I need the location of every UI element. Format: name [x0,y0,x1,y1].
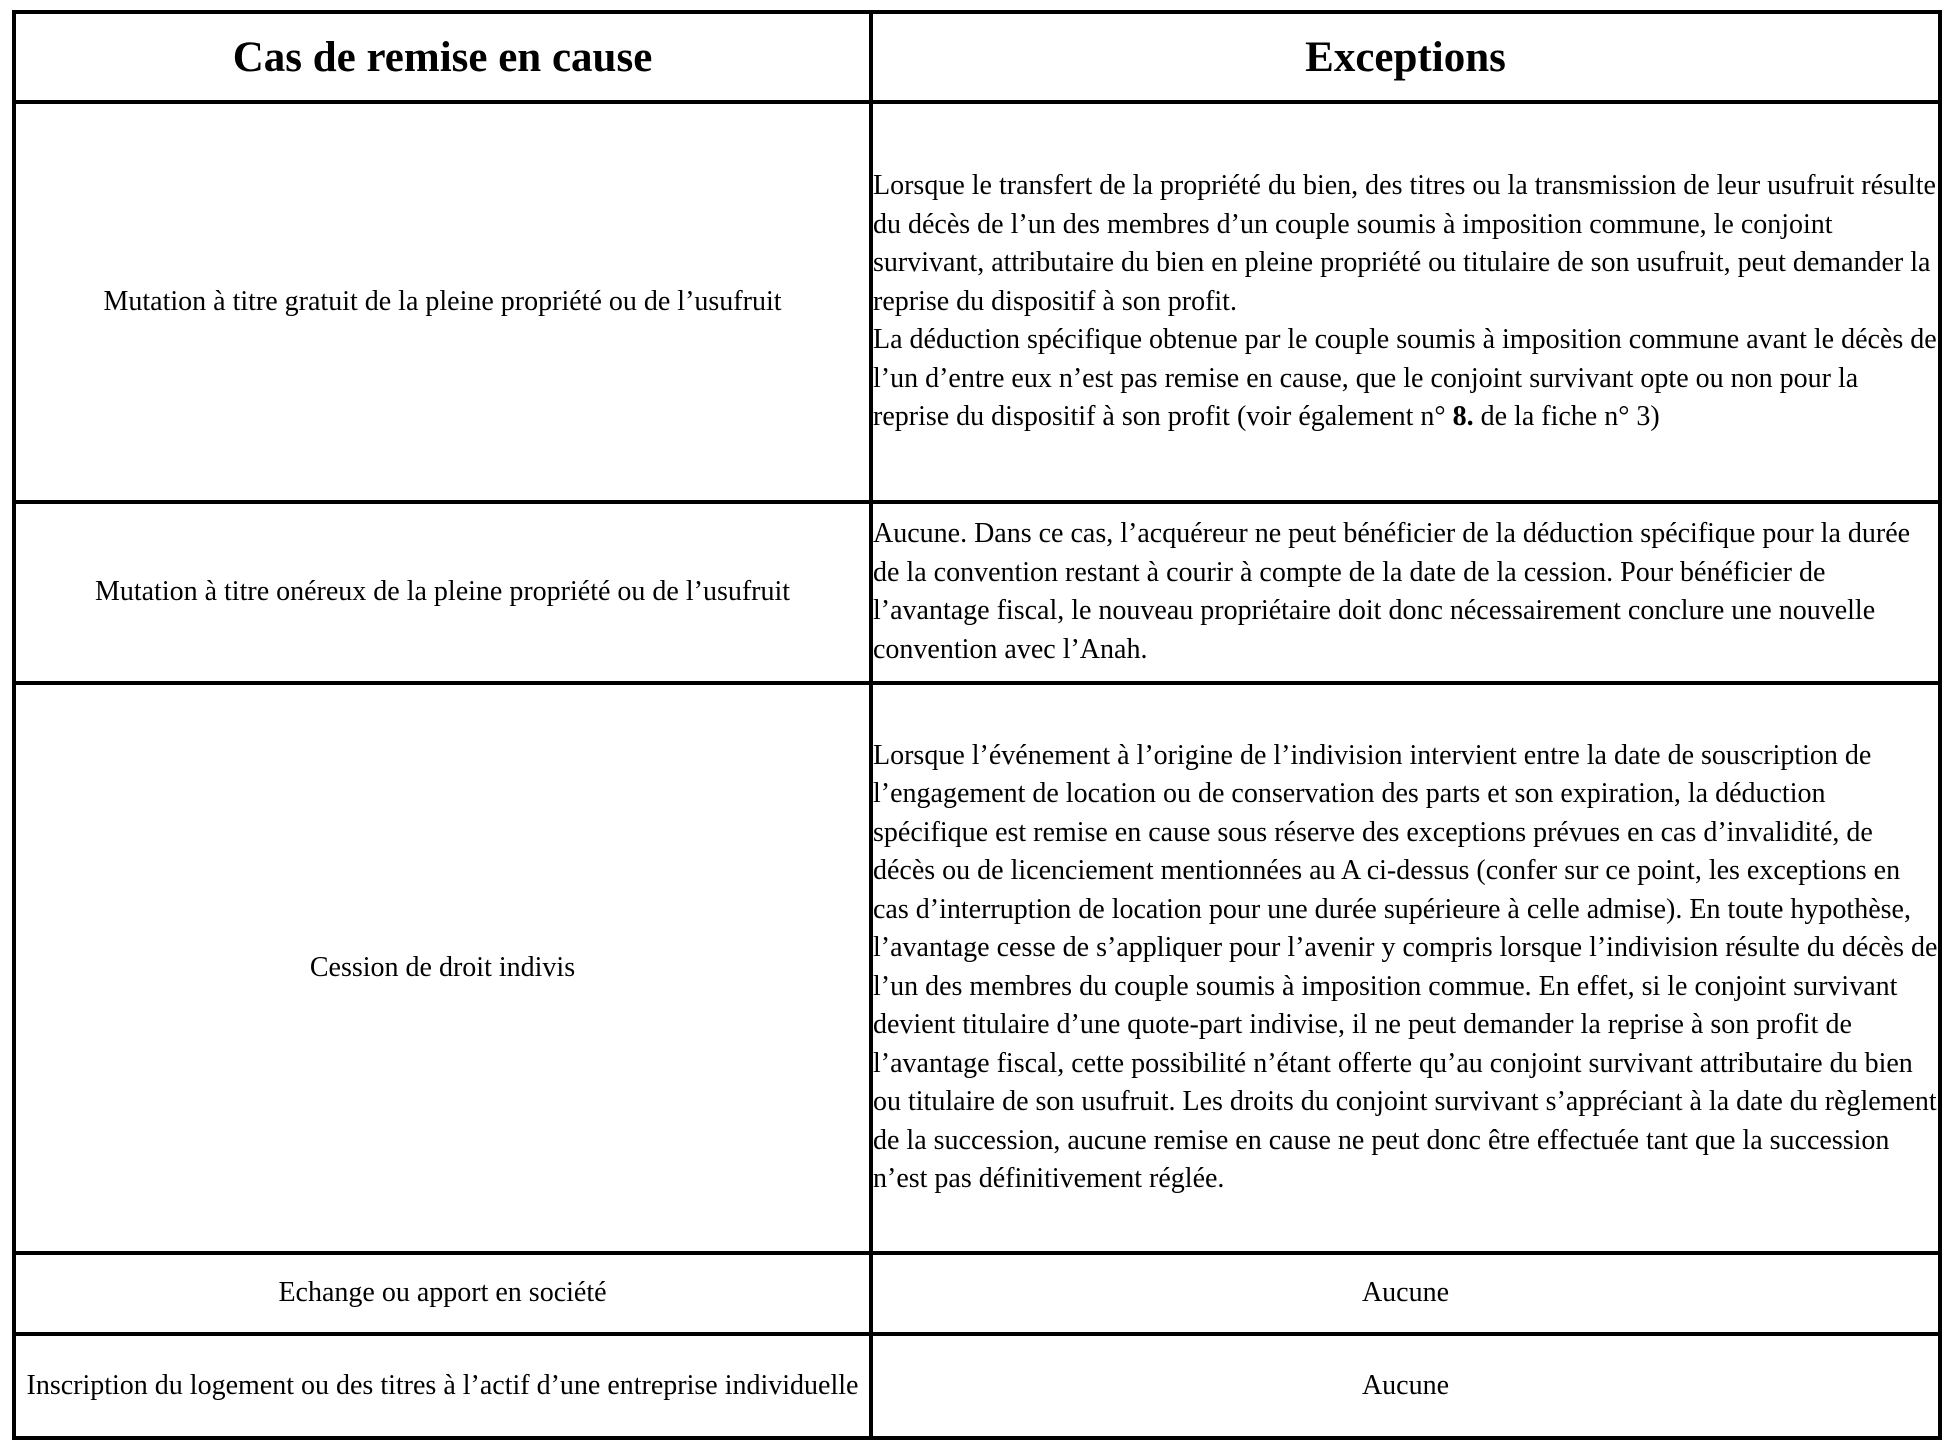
table-row [14,1253,1940,1333]
table-row [14,1334,1940,1438]
exception-cell: Lorsque l’événement à l’origine de l’indivision intervient entre la date de souscription de l’engagement de location ou de conservation des parts et son expiration, la déduction spécifique est remise en cause sous réserve des exceptions prévues en cas d’invalidité, de décès ou de licenciement mentionnées au A ci-dessus (confer sur ce point, les exceptions en cas d’interruption de location pour une durée supérieure à celle admise). En toute hypothèse, l’avantage cesse de s’appliquer pour l’avenir y compris lorsque l’indivision résulte du décès de l’un des membres du couple soumis à imposition commue. En effet, si le conjoint survivant devient titulaire d’une quote-part indivise, il ne peut demander la reprise à son profit de l’avantage fiscal, cette possibilité n’étant offerte qu’au conjoint survivant attributaire du bien ou titulaire de son usufruit. Les droits du conjoint survivant s’appréciant à la date du règlement de la succession, aucune remise en cause ne peut donc être effectuée tant que la succession n’est pas définitivement réglée. [871,683,1940,1253]
exception-text: La déduction spécifique obtenue par le couple soumis à imposition commune avant le décès de l’un d’entre eux n’est pas remise en cause, que le conjoint survivant opte ou non pour la reprise du dispositif à son profit (voir également n° [873,324,1937,433]
table-header-row [14,12,1940,102]
case-cell: Inscription du logement ou des titres à l’actif d’une entreprise individuelle [14,1334,871,1438]
table-row [14,683,1940,1253]
column-header-cases: Cas de remise en cause [14,12,871,102]
column-header-exceptions: Exceptions [871,12,1940,102]
case-cell: Cession de droit indivis [14,683,871,1253]
exception-paragraph [873,321,1938,437]
exceptions-table [12,10,1942,1440]
case-cell: Echange ou apport en société [14,1253,871,1333]
table-row [14,102,1940,502]
exception-paragraph: Lorsque le transfert de la propriété du bien, des titres ou la transmission de leur usufruit résulte du décès de l’un des membres d’un couple soumis à imposition commune, le conjoint survivant, attributaire du bien en pleine propriété ou titulaire de son usufruit, peut demander la reprise du dispositif à son profit. [873,170,1936,317]
exception-cell [871,102,1940,502]
exception-text: de la fiche n° 3) [1480,401,1660,433]
case-cell: Mutation à titre gratuit de la pleine propriété ou de l’usufruit [14,102,871,502]
reference-number: 8. [1452,401,1474,433]
exception-cell: Aucune. Dans ce cas, l’acquéreur ne peut bénéficier de la déduction spécifique pour la durée de la convention restant à courir à compte de la date de la cession. Pour bénéficier de l’avantage fiscal, le nouveau propriétaire doit donc nécessairement conclure une nouvelle convention avec l’Anah. [871,502,1940,683]
table-row [14,502,1940,683]
exception-cell: Aucune [871,1334,1940,1438]
exception-cell: Aucune [871,1253,1940,1333]
case-cell: Mutation à titre onéreux de la pleine propriété ou de l’usufruit [14,502,871,683]
